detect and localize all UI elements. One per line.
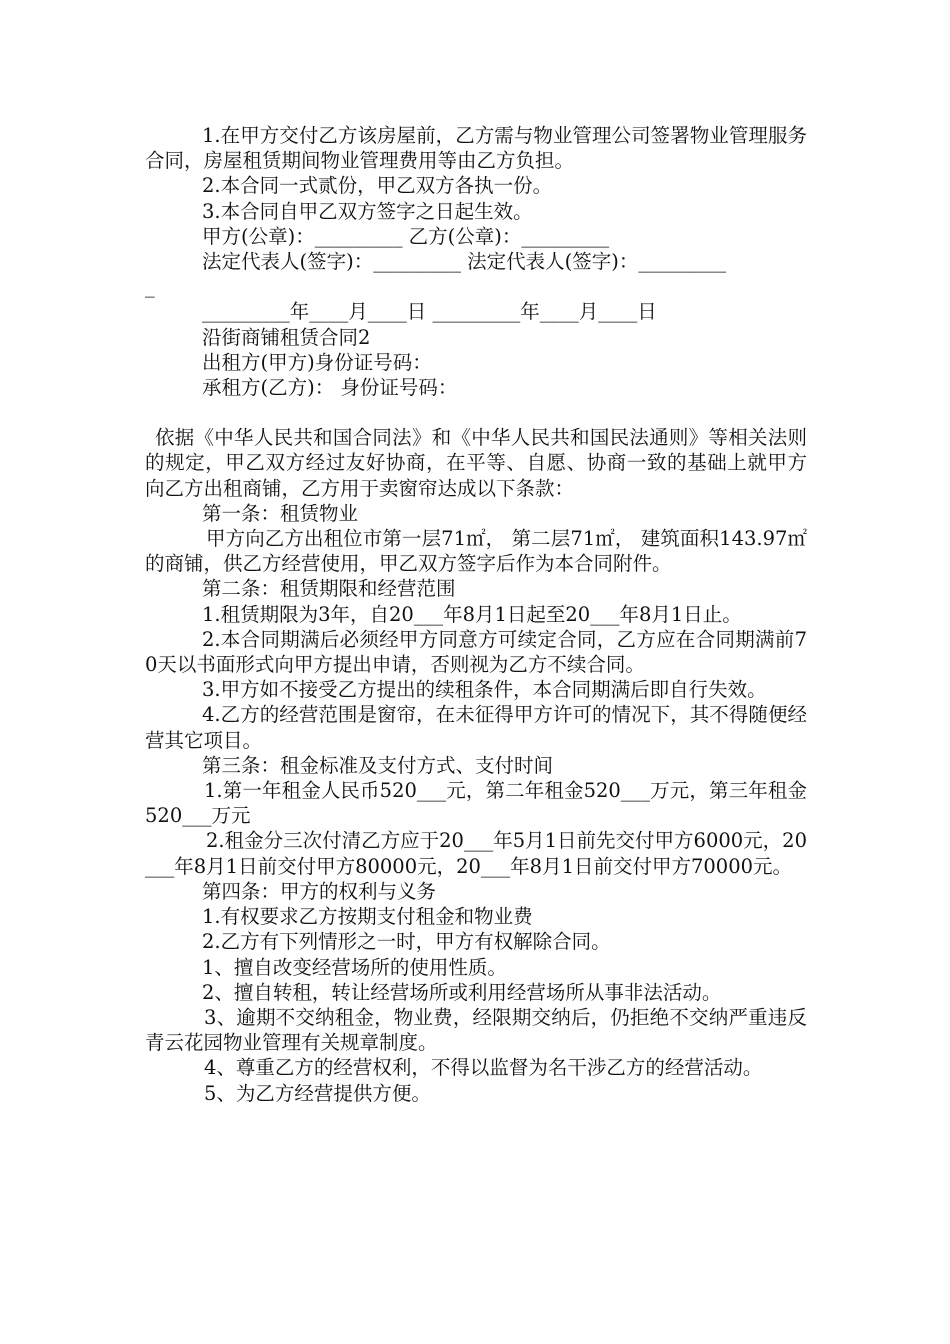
list-item-convenience: 5、为乙方经营提供方便。 — [204, 1081, 431, 1105]
article-2-heading: 第二条：租赁期限和经营范围 — [202, 577, 456, 601]
paragraph-right-collect: 1.有权要求乙方按期支付租金和物业费 — [202, 905, 533, 929]
paragraph-lease-term: 1.租赁期限为3年，自20___年8月1日起至20___年8月1日止。 — [202, 602, 742, 626]
article-3-heading: 第三条：租金标准及支付方式、支付时间 — [202, 753, 554, 777]
signature-representative-line: 法定代表人(签字)：_________ 法定代表人(签字)：_________ — [202, 250, 727, 274]
article-4-heading: 第四条：甲方的权利与义务 — [202, 879, 437, 903]
contract-title: 沿街商铺租赁合同2 — [202, 325, 371, 349]
paragraph-rental-property: 甲方向乙方出租位市第一层71㎡， 第二层71㎡， 建筑面积143.97㎡的商铺，供乙方经营使用，甲乙双方签字后作为本合同附件。 — [145, 527, 807, 576]
blank-line — [145, 400, 807, 425]
list-item-overdue: 3、逾期不交纳租金，物业费，经限期交纳后，仍拒绝不交纳严重违反青云花园物业管理有关规章制度。 — [145, 1005, 807, 1055]
paragraph-property-management: 1.在甲方交付乙方该房屋前，乙方需与物业管理公司签署物业管理服务合同，房屋租赁期间物业管理费用等由乙方负担。 — [145, 124, 807, 173]
paragraph-right-terminate: 2.乙方有下列情形之一时，甲方有权解除合同。 — [202, 930, 611, 954]
document-body — [145, 123, 807, 1106]
lessee-id-line: 承租方(乙方)： 身份证号码： — [202, 376, 458, 400]
list-item-respect-rights: 4、尊重乙方的经营权利，不得以监督为名干涉乙方的经营活动。 — [204, 1056, 763, 1080]
article-1-heading: 第一条：租赁物业 — [202, 501, 359, 525]
paragraph-renewal: 2.本合同期满后必须经甲方同意方可续定合同，乙方应在合同期满前70天以书面形式向甲方提出申请，否则视为乙方不续合同。 — [145, 627, 807, 677]
lessor-id-line: 出租方(甲方)身份证号码： — [202, 350, 432, 374]
list-item-sublease: 2、擅自转租，转让经营场所或利用经营场所从事非法活动。 — [202, 980, 722, 1004]
signature-line-overflow: _ — [145, 275, 155, 299]
paragraph-business-scope: 4.乙方的经营范围是窗帘，在未征得甲方许可的情况下，其不得随便经营其它项目。 — [145, 703, 807, 752]
paragraph-legal-basis: 依据《中华人民共和国合同法》和《中华人民共和国民法通则》等相关法则的规定，甲乙双方经过友好协商，在平等、自愿、协商一致的基础上就甲方向乙方出租商铺，乙方用于卖窗帘达成以下条款： — [145, 426, 807, 500]
signature-date-line: _________年____月____日 _________年____月____日 — [202, 300, 657, 324]
paragraph-rent-amount: 1.第一年租金人民币520___元，第二年租金520___万元，第三年租金520___万元 — [145, 779, 807, 828]
paragraph-copies: 2.本合同一式贰份，甲乙双方各执一份。 — [202, 174, 553, 198]
paragraph-renewal-rejection: 3.甲方如不接受乙方提出的续租条件，本合同期满后即自行失效。 — [202, 678, 767, 702]
list-item-usage-change: 1、擅自改变经营场所的使用性质。 — [202, 955, 507, 979]
paragraph-effective: 3.本合同自甲乙双方签字之日起生效。 — [202, 199, 533, 223]
paragraph-rent-payment: 2.租金分三次付清乙方应于20___年5月1日前先交付甲方6000元，20___年8月1日前交付甲方80000元，20___年8月1日前交付甲方70000元。 — [145, 829, 807, 878]
signature-seal-line: 甲方(公章)：_________ 乙方(公章)：_________ — [202, 224, 610, 248]
